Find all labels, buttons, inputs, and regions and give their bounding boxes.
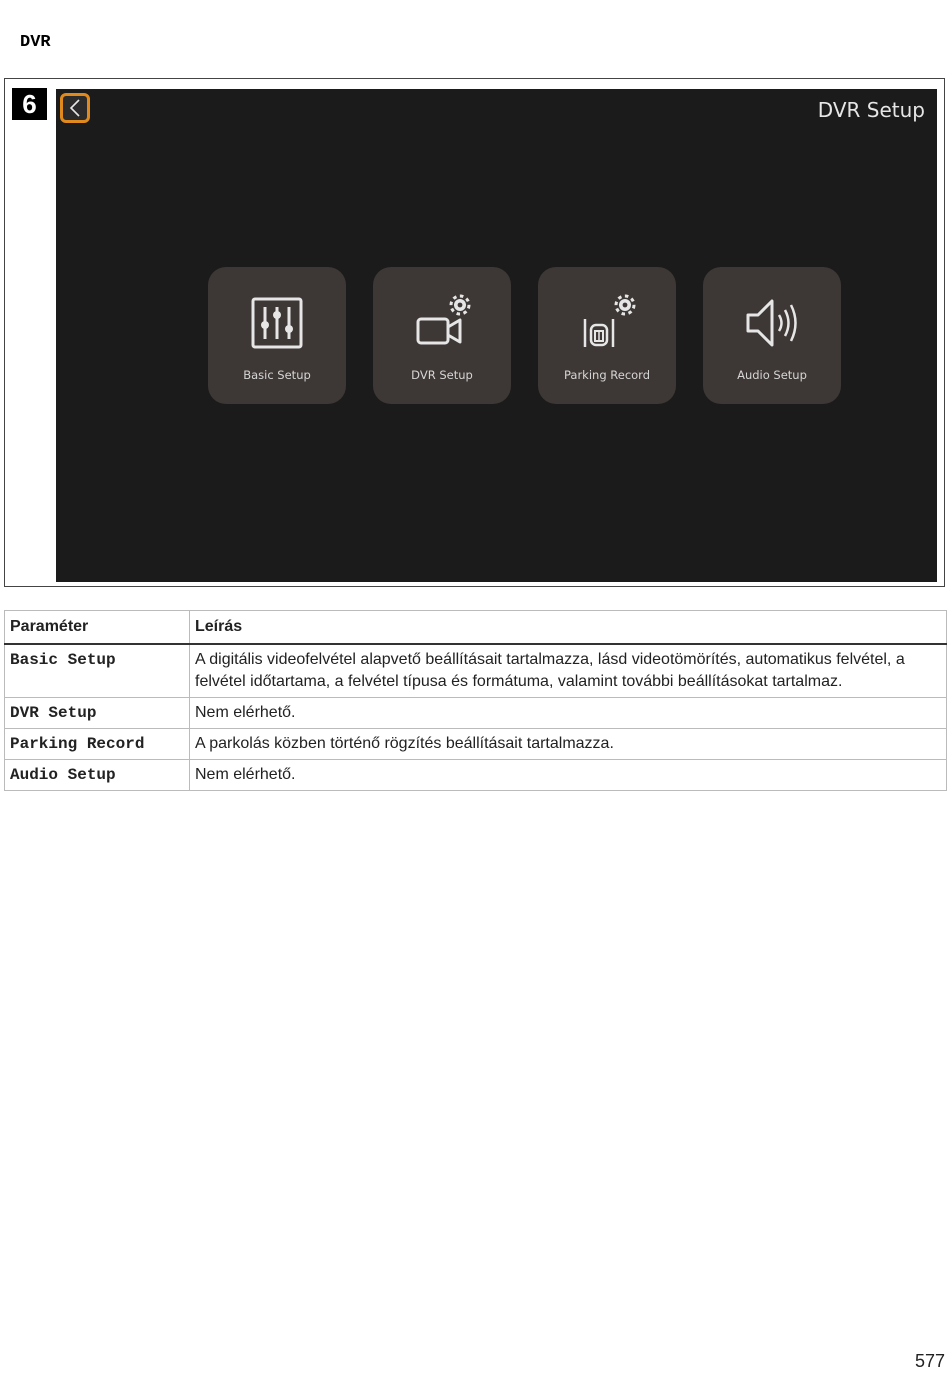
param-description: Nem elérhető. bbox=[190, 698, 947, 729]
audio-setup-label: Audio Setup bbox=[737, 368, 807, 382]
basic-setup-tile[interactable] bbox=[208, 267, 346, 404]
page-number: 577 bbox=[914, 1351, 945, 1371]
speaker-icon bbox=[742, 295, 802, 351]
equalizer-sliders-icon bbox=[249, 295, 305, 351]
chevron-left-icon bbox=[67, 98, 83, 118]
param-name: Parking Record bbox=[5, 729, 190, 760]
table-row bbox=[5, 729, 947, 760]
param-description: A parkolás közben történő rögzítés beállításait tartalmazza. bbox=[190, 729, 947, 760]
table-row bbox=[5, 644, 947, 698]
param-description: A digitális videofelvétel alapvető beállításait tartalmazza, lásd videotömörítés, automatikus felvétel, a felvétel időtartama, a felvétel típusa és formátuma, valamint további beállításokat tartalmaz. bbox=[190, 644, 947, 698]
param-description: Nem elérhető. bbox=[190, 760, 947, 791]
parking-camera-gear-icon bbox=[577, 293, 637, 353]
parking-record-tile[interactable] bbox=[538, 267, 676, 404]
back-button[interactable] bbox=[60, 93, 90, 123]
column-header-parameter: Paraméter bbox=[5, 611, 190, 645]
table-header-row bbox=[5, 611, 947, 645]
param-name: Audio Setup bbox=[5, 760, 190, 791]
audio-setup-tile[interactable] bbox=[703, 267, 841, 404]
column-header-description: Leírás bbox=[190, 611, 947, 645]
dvr-setup-screen bbox=[56, 89, 937, 582]
param-name: Basic Setup bbox=[5, 644, 190, 698]
section-heading: DVR bbox=[20, 33, 51, 52]
basic-setup-label: Basic Setup bbox=[243, 368, 311, 382]
parameter-table bbox=[4, 610, 947, 791]
figure-number: 6 bbox=[12, 88, 47, 120]
dvr-setup-tile[interactable] bbox=[373, 267, 511, 404]
table-row bbox=[5, 760, 947, 791]
parking-record-label: Parking Record bbox=[563, 368, 651, 382]
camera-gear-icon bbox=[412, 293, 472, 353]
param-name: DVR Setup bbox=[5, 698, 190, 729]
screen-title: DVR Setup bbox=[817, 98, 925, 122]
table-row bbox=[5, 698, 947, 729]
dvr-setup-label: DVR Setup bbox=[411, 368, 473, 382]
